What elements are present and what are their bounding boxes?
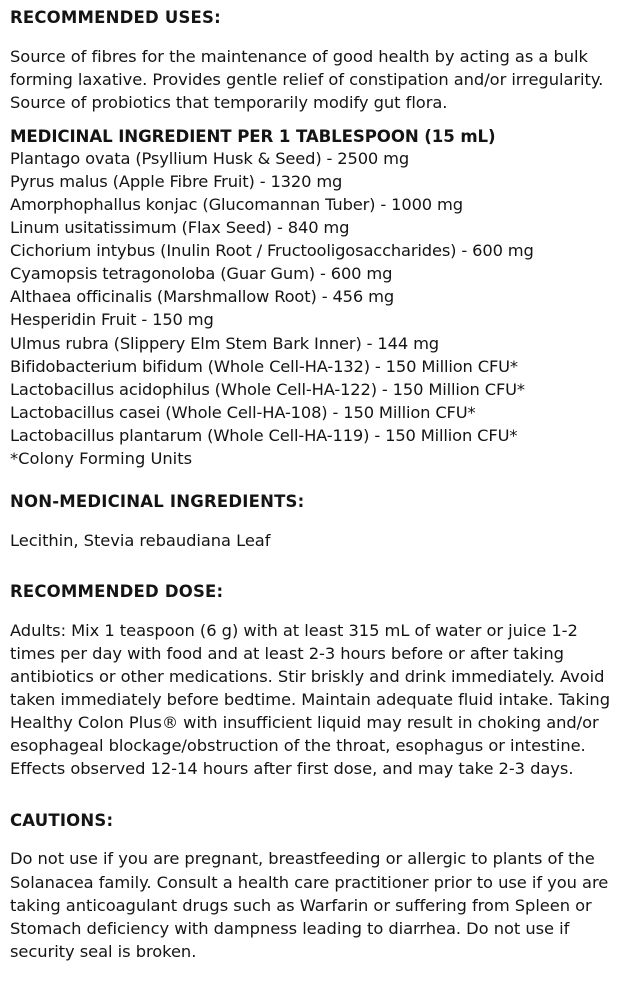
cautions-heading: CAUTIONS: xyxy=(10,810,114,830)
non-medicinal-ingredients-heading: NON-MEDICINAL INGREDIENTS: xyxy=(10,491,305,511)
list-item: Pyrus malus (Apple Fibre Fruit) - 1320 mg xyxy=(10,172,343,192)
list-item: Plantago ovata (Psyllium Husk & Seed) - 2500 mg xyxy=(10,149,410,169)
medicinal-ingredients-list xyxy=(10,147,620,447)
list-item: Ulmus rubra (Slippery Elm Stem Bark Inner) - 144 mg xyxy=(10,333,439,353)
list-item: Amorphophallus konjac (Glucomannan Tuber) - 1000 mg xyxy=(10,195,463,215)
recommended-dose-heading: RECOMMENDED DOSE: xyxy=(10,581,224,601)
list-item: Althaea officinalis (Marshmallow Root) - 456 mg xyxy=(10,287,395,307)
cfu-footnote: *Colony Forming Units xyxy=(10,448,193,468)
list-item: Hesperidin Fruit - 150 mg xyxy=(10,310,214,330)
recommended-uses-heading: RECOMMENDED USES: xyxy=(10,8,221,27)
recommended-uses-text: Source of fibres for the maintenance of good health by acting as a bulk forming laxative. Provides gentle relief of constipation and/or irregularity. Source of probiotics that temporarily modify gut flora. xyxy=(10,46,604,113)
list-item: Lactobacillus casei (Whole Cell-HA-108) - 150 Million CFU* xyxy=(10,402,476,422)
list-item: Cyamopsis tetragonoloba (Guar Gum) - 600 mg xyxy=(10,264,393,284)
list-item: Lactobacillus plantarum (Whole Cell-HA-119) - 150 Million CFU* xyxy=(10,425,518,445)
recommended-dose-text: Adults: Mix 1 teaspoon (6 g) with at least 315 mL of water or juice 1-2 times per day with food and at least 2-3 hours before or after taking antibiotics or other medications. Stir briskly and drink immediately. Avoid taken immediately before bedtime. Maintain adequate fluid intake. Taking Healthy Colon Plus® with insufficient liquid may result in choking and/or esophageal blockage/obstruction of the throat, esophagus or intestine. Effects observed 12-14 hours after first dose, and may take 2-3 days. xyxy=(10,620,610,779)
list-item: Lactobacillus acidophilus (Whole Cell-HA-122) - 150 Million CFU* xyxy=(10,379,525,399)
medicinal-ingredients-heading: MEDICINAL INGREDIENT PER 1 TABLESPOON (15 mL) xyxy=(10,127,496,147)
list-item: Bifidobacterium bifidum (Whole Cell-HA-132) - 150 Million CFU* xyxy=(10,356,518,376)
list-item: Linum usitatissimum (Flax Seed) - 840 mg xyxy=(10,218,350,238)
list-item: Cichorium intybus (Inulin Root / Fructooligosaccharides) - 600 mg xyxy=(10,241,534,261)
cautions-text: Do not use if you are pregnant, breastfeeding or allergic to plants of the Solanacea family. Consult a health care practitioner prior to use if you are taking anticoagulant drugs such as Warfarin or suffering from Spleen or Stomach deficiency with dampness leading to diarrhea. Do not use if security seal is broken. xyxy=(10,849,609,961)
non-medicinal-ingredients-text: Lecithin, Stevia rebaudiana Leaf xyxy=(10,530,271,550)
